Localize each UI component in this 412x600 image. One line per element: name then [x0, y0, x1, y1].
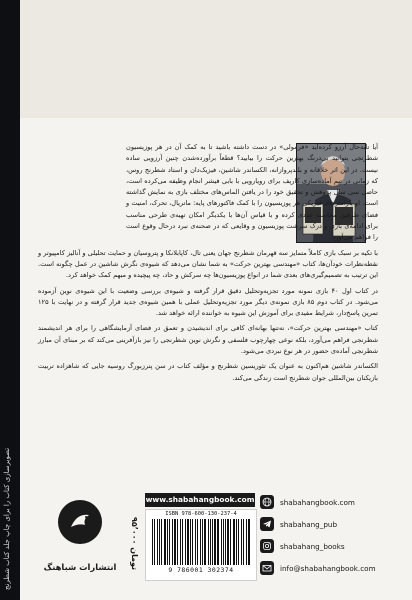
contact-email: info@shabahangbook.com — [280, 563, 376, 573]
telegram-icon — [260, 517, 274, 531]
spine — [0, 0, 20, 600]
contact-list — [260, 493, 390, 581]
barcode-bars — [152, 519, 250, 565]
top-blank-area — [0, 0, 412, 118]
contact-row-telegram[interactable] — [260, 515, 390, 533]
publisher-logo — [58, 500, 102, 544]
publisher-name: انتشارات شباهنگ — [43, 562, 117, 572]
barcode-digits: 9 786001 302374 — [168, 566, 234, 574]
contact-row-website[interactable] — [260, 493, 390, 511]
paragraph-philosophy: کتاب «مهندسی بهترین حرکت»، نه‌تنها بهانه‌ای کافی برای اندیشیدن و تعمق در فضای آزمایشگاهی را برای هر اندیشمند شطرنجی فراهم می‌آورد، بلکه نوعی چهارچوب فلسفی و نگرش نوین شطرنجی را نیز بازآفرینی می‌کند که بر مبنای آن مبارز شطرنجی آماده‌ی حضور در هر نوع نبردی می‌شود. — [38, 324, 378, 356]
publisher-website[interactable]: www.shabahangbook.com — [145, 493, 255, 507]
email-icon — [260, 561, 274, 575]
paragraph-intro: آیا تابه‌حال آرزو کرده‌اید «فرمولی» در دست داشته باشید تا به کمک آن در هر پوزیسیون شطرنجی بتوانید بی‌درنگ بهترین حرکت را بیابید؟ قطعاً برآورده‌شدن چنین آرزویی ساده نیست. در این اثر خلاقانه و بلندپروازانه، الکساندر شاشین، فیزیک‌دان و استاد شطرنج روس، که زمانی در تیم آماده‌سازی کارپف برای رویارویی با بابی فیشر انجام وظیفه می‌کرده است، حاصل سی سال پژوهش و تحقیق خود را در یافتن الماس‌های مختلف بازی به نمایش گذاشته است. او پارامترهای فیزیکی هر پوزیسیون را با کمک فاکتورهای پایه: ماتریال، تحرک، امنیت و فضای طرفین محاسبه عددی کرده و با قیاس آن‌ها با یکدیگر امکان تهیه‌ی طرحی مناسب برای ادامه‌ی بازی و درک سرشت پوزیسیون و وقایعی که در صحنه‌ی نبرد درحال وقوع است را فراهم می‌آورد. — [126, 143, 378, 242]
contact-website: shabahangbook.com — [280, 497, 355, 507]
bird-icon — [65, 507, 95, 537]
price: ۹۵٬۰۰۰ تومان — [130, 517, 139, 571]
contact-telegram: shabahang_pub — [280, 519, 338, 529]
paragraph-author: الکساندر شاشین هم‌اکنون به عنوان یک تئوریسین شطرنج و مؤلف کتاب در سن پترزبورگ روسیه جایی که شاهزاده تربیت بازیکنان بین‌المللی جوان شطرنج است زندگی می‌کند. — [38, 362, 378, 382]
contact-row-instagram[interactable] — [260, 537, 390, 555]
description-text — [38, 142, 378, 388]
paragraph-champions: با تکیه بر سبک بازی کاملاً متمایز سه قهرمان شطرنج جهان یعنی تال، کاپابلانکا و پتروسیان و حمایت تحلیلی و آنالیز کامپیوتر و نقطه‌نظرات خودآن‌ها، کتاب «مهندسی بهترین حرکت» به شما نشان می‌دهد که شیوه‌ی نگرش شاشین در عمل چگونه است. این ترتیب به تصمیم‌گیری‌های بعدی شما در انواع پوزیسیون‌ها چه سرکش و حاد، چه پیچیده و مبهم کمک خواهد کرد. — [38, 248, 378, 280]
globe-icon — [260, 495, 274, 509]
barcode — [145, 509, 257, 581]
contact-row-email[interactable] — [260, 559, 390, 577]
paragraph-books: در کتاب اول ۴۰ بازی نمونه مورد تجزیه‌وتحلیل دقیق قرار گرفته و شیوه‌ی بررسی وضعیت با این شیوه‌ی نوین آزموده می‌شود. در کتاب دوم ۸۵ بازی نمونه‌ی دیگر مورد تجزیه‌وتحلیل عملی با همین شیوه‌ی جدید قرار گرفته و در نهایت با ۱۲۵ تمرین پاسخ‌دار، شرایط مفیدی برای آموزش این شیوه به خواننده ارائه خواهد شد. — [38, 286, 378, 318]
contact-instagram: shabahang_books — [280, 541, 345, 551]
instagram-icon — [260, 539, 274, 553]
spine-text: تصویرسازی کتاب را برای چاپ جلد کتاب شطرنج — [3, 447, 11, 590]
isbn-label: ISBN 978-600-130-237-4 — [165, 511, 237, 517]
